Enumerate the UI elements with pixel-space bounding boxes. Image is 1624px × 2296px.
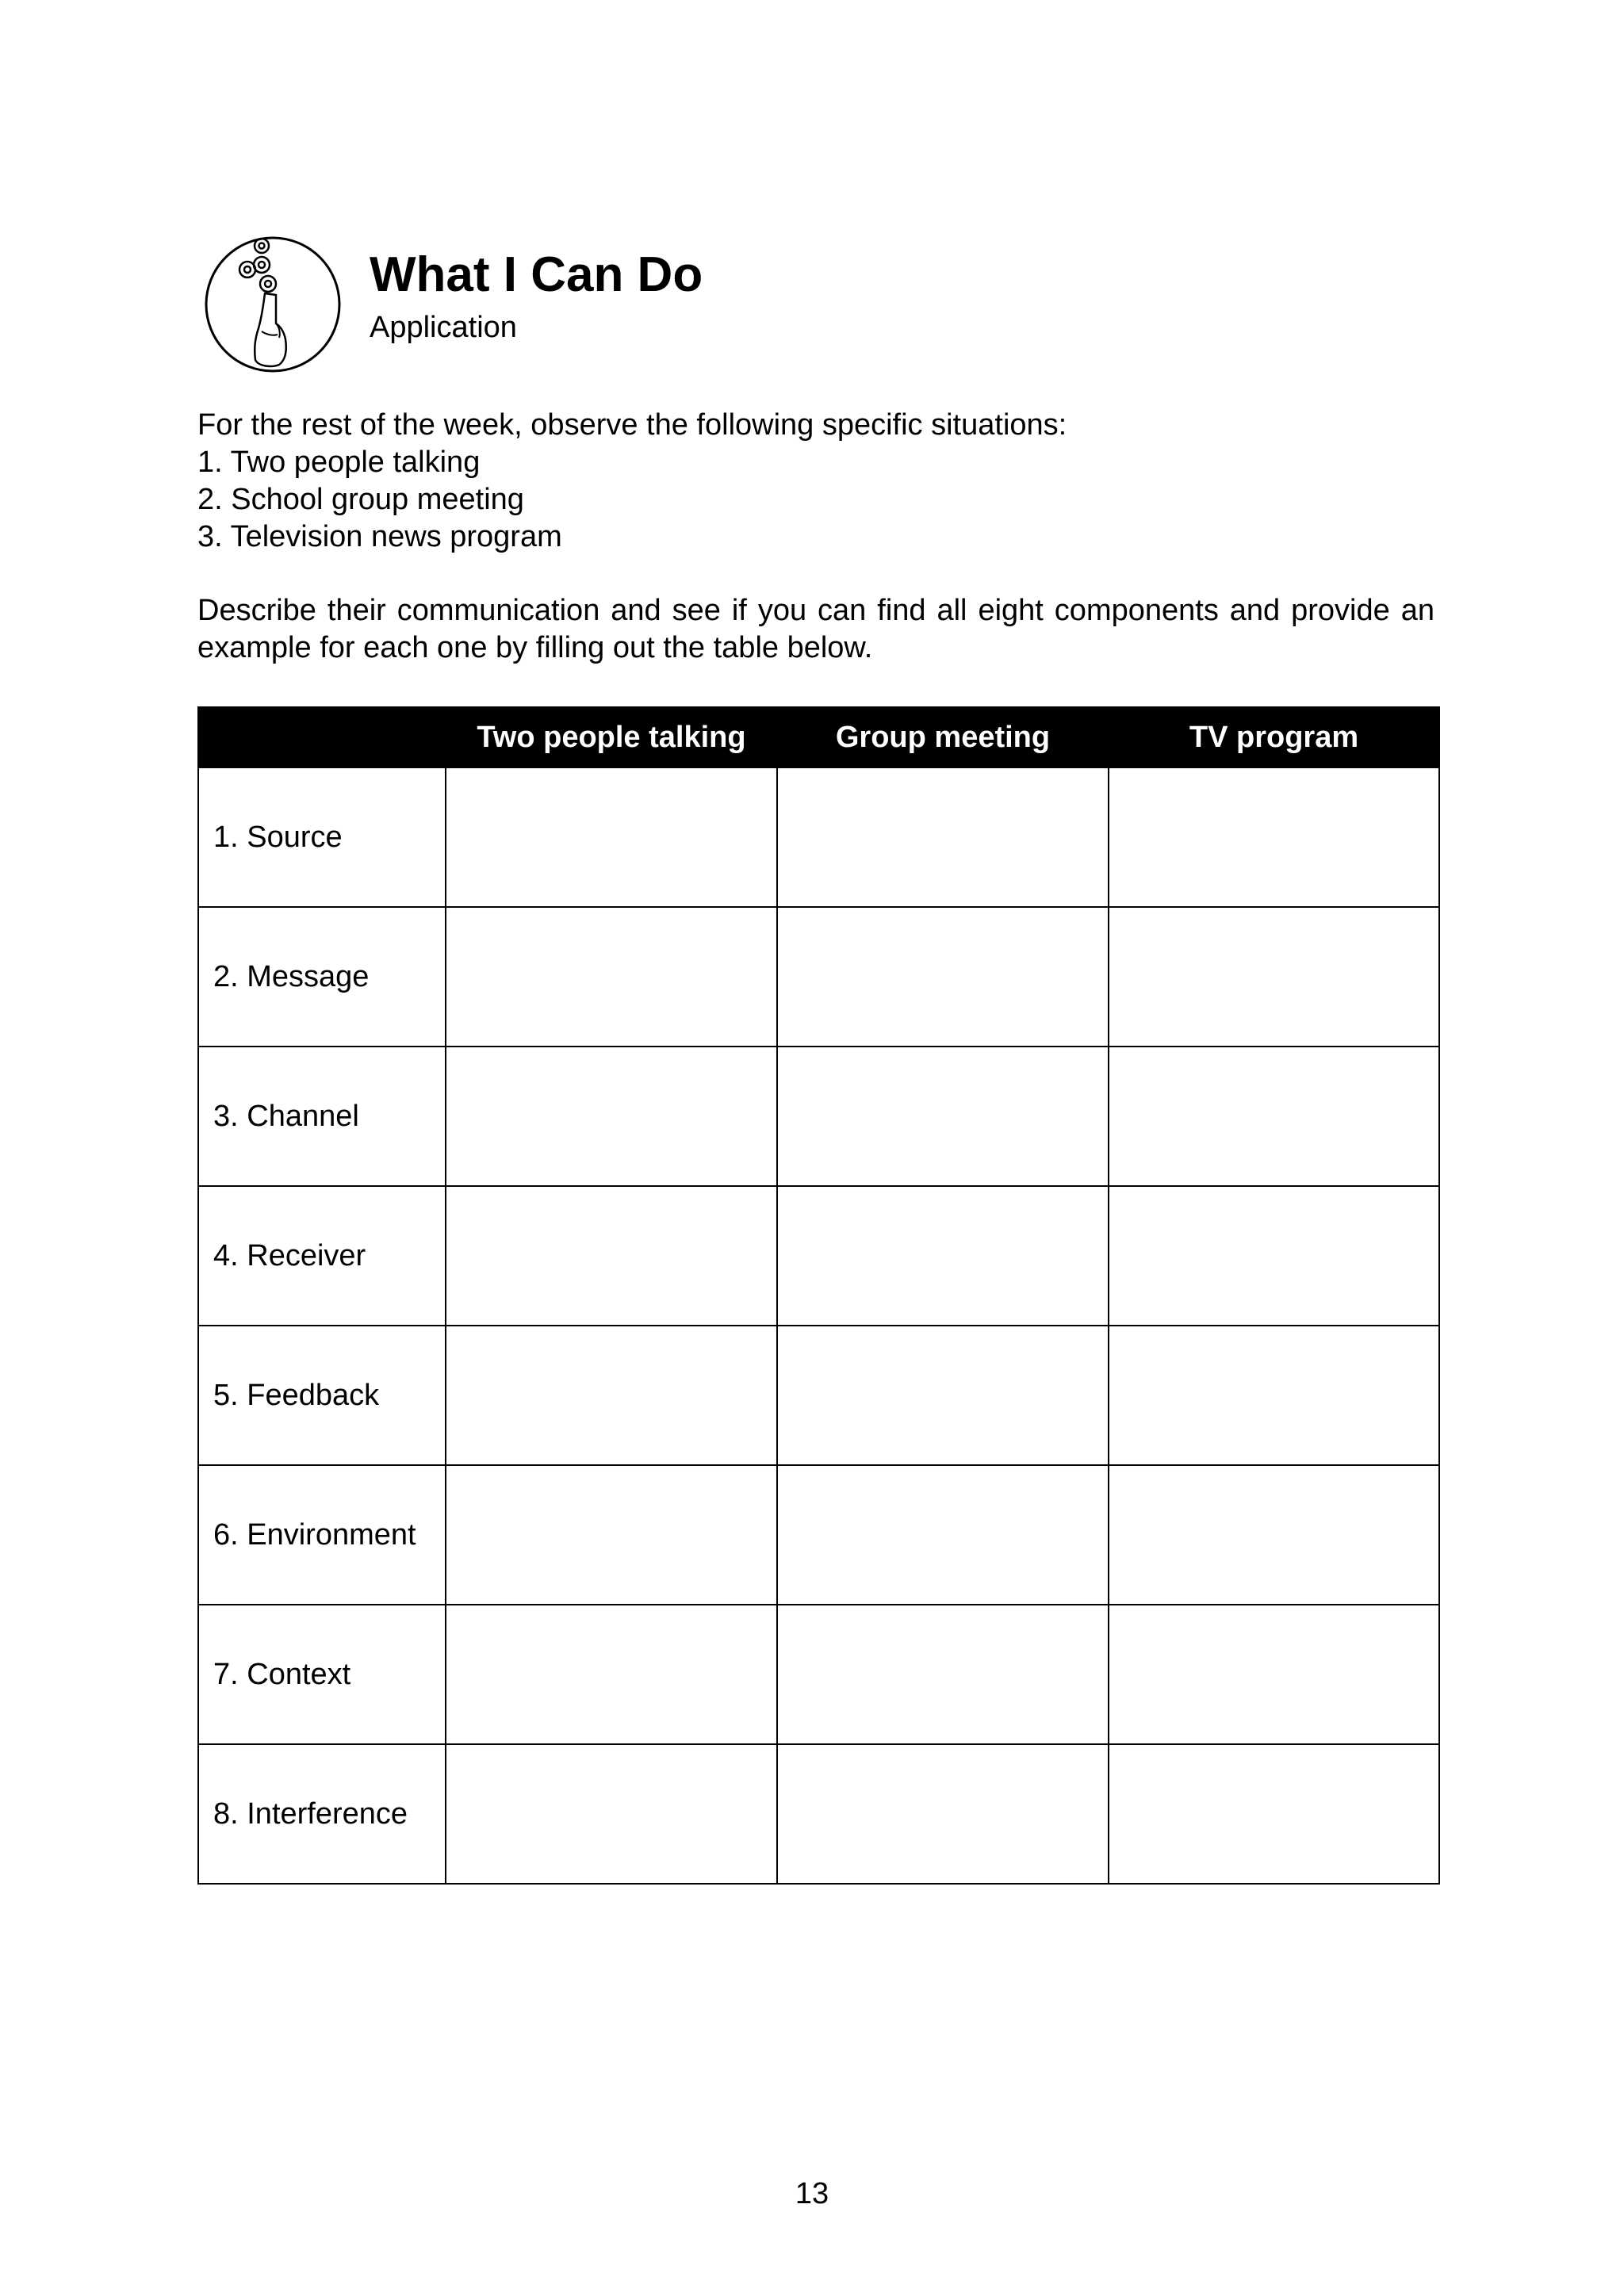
row-label: 6. Environment xyxy=(198,1465,446,1605)
answer-cell[interactable] xyxy=(446,1047,777,1186)
table-header-cell: Group meeting xyxy=(777,707,1109,767)
answer-cell[interactable] xyxy=(1109,1326,1439,1465)
table-row xyxy=(198,1186,1439,1326)
table-header-row xyxy=(198,707,1439,767)
row-label: 3. Channel xyxy=(198,1047,446,1186)
table-row xyxy=(198,907,1439,1047)
row-label: 4. Receiver xyxy=(198,1186,446,1326)
answer-cell[interactable] xyxy=(777,1047,1109,1186)
section-title: What I Can Do xyxy=(370,247,703,302)
answer-cell[interactable] xyxy=(1109,1744,1439,1884)
answer-cell[interactable] xyxy=(1109,767,1439,907)
answer-cell[interactable] xyxy=(446,1605,777,1744)
answer-cell[interactable] xyxy=(777,1605,1109,1744)
row-label: 7. Context xyxy=(198,1605,446,1744)
list-item: 3. Television news program xyxy=(197,520,562,553)
answer-cell[interactable] xyxy=(1109,1047,1439,1186)
answer-cell[interactable] xyxy=(777,1465,1109,1605)
intro-lead: For the rest of the week, observe the following specific situations: xyxy=(197,408,1067,442)
answer-cell[interactable] xyxy=(446,1186,777,1326)
table-row xyxy=(198,1465,1439,1605)
hand-with-gears-icon xyxy=(203,235,343,374)
list-item: 1. Two people talking xyxy=(197,446,481,479)
table-row xyxy=(198,1744,1439,1884)
answer-cell[interactable] xyxy=(1109,1605,1439,1744)
table-header-cell: Two people talking xyxy=(446,707,777,767)
row-label: 2. Message xyxy=(198,907,446,1047)
row-label: 8. Interference xyxy=(198,1744,446,1884)
answer-cell[interactable] xyxy=(446,907,777,1047)
table-header-cell xyxy=(198,707,446,767)
table-row xyxy=(198,1047,1439,1186)
table-row xyxy=(198,1605,1439,1744)
answer-cell[interactable] xyxy=(777,1744,1109,1884)
section-subtitle: Application xyxy=(370,311,517,344)
table-header-cell: TV program xyxy=(1109,707,1439,767)
instructions-paragraph: Describe their communication and see if you can find all eight components and provide an example for each one by filling out the table below. xyxy=(197,594,1434,664)
row-label: 5. Feedback xyxy=(198,1326,446,1465)
answer-cell[interactable] xyxy=(777,907,1109,1047)
page-number: 13 xyxy=(795,2177,829,2210)
answer-cell[interactable] xyxy=(777,1326,1109,1465)
answer-cell[interactable] xyxy=(1109,907,1439,1047)
list-item: 2. School group meeting xyxy=(197,483,524,516)
answer-cell[interactable] xyxy=(1109,1186,1439,1326)
table-row xyxy=(198,767,1439,907)
answer-cell[interactable] xyxy=(446,1326,777,1465)
row-label: 1. Source xyxy=(198,767,446,907)
answer-cell[interactable] xyxy=(446,1744,777,1884)
answer-cell[interactable] xyxy=(777,767,1109,907)
answer-cell[interactable] xyxy=(446,767,777,907)
answer-cell[interactable] xyxy=(1109,1465,1439,1605)
components-table xyxy=(197,706,1440,1885)
table-row xyxy=(198,1326,1439,1465)
answer-cell[interactable] xyxy=(777,1186,1109,1326)
intro-block xyxy=(197,407,1434,556)
answer-cell[interactable] xyxy=(446,1465,777,1605)
